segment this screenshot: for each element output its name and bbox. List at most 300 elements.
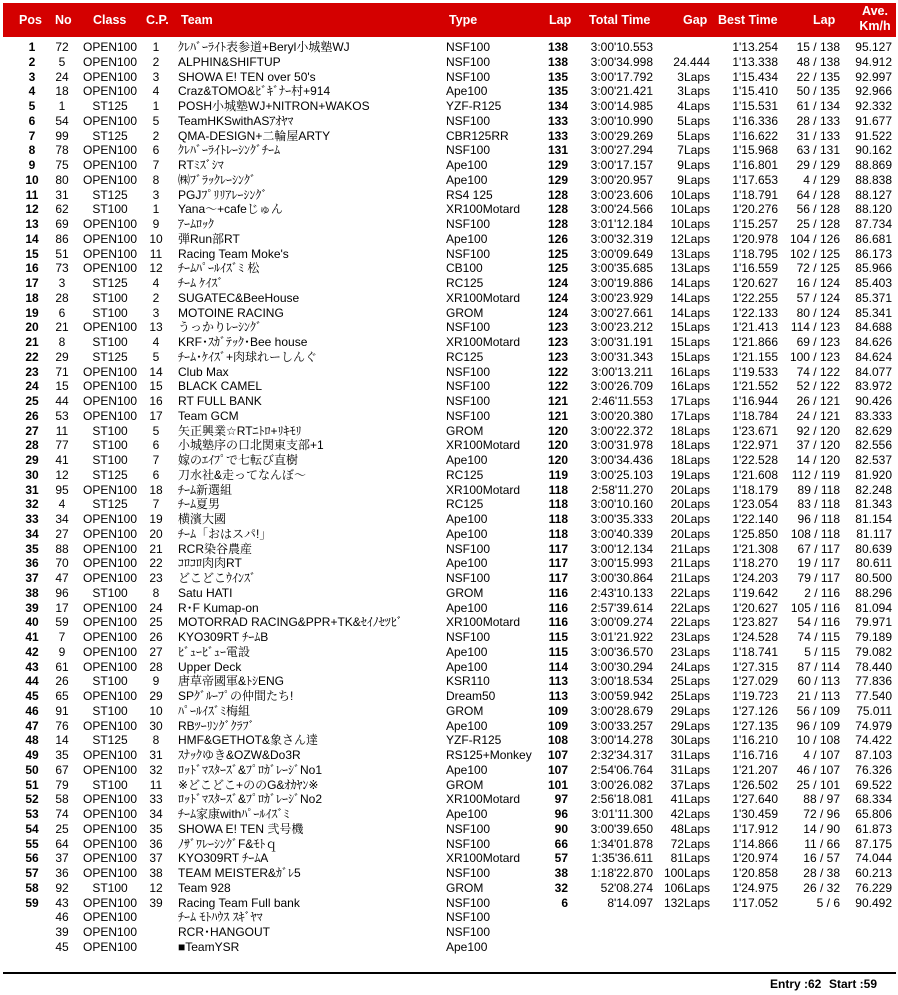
best-lap-cell: 52 / 122 [796,379,840,394]
best-lap-cell: 24 / 121 [796,408,840,423]
gap-cell: 23Laps [670,630,710,644]
cp-cell: 26 [149,630,163,644]
pos-cell: 35 [25,541,39,556]
pos-cell: 36 [25,556,39,571]
cp-cell: 17 [149,408,163,423]
total-time-cell: 3:00'27.661 [590,305,653,320]
gap-cell: 132Laps [663,895,710,910]
type-cell: GROM [446,423,484,438]
best-lap-cell: 16 / 124 [796,276,840,290]
lap-cell: 124 [547,276,568,290]
type-cell: XR100Motard [446,290,521,305]
lap-cell: 117 [548,541,568,556]
pos-cell: 25 [25,394,39,408]
class-cell: ST100 [92,703,128,718]
table-row [0,394,898,409]
best-time-cell: 1'16.716 [732,748,778,762]
team-cell: ﾁｰﾑ夏男 [178,497,221,512]
total-time-cell: 3:00'35.685 [590,261,653,276]
cp-cell: 34 [149,807,163,821]
best-lap-cell: 112 / 119 [791,467,840,482]
class-cell: OPEN100 [82,172,138,187]
team-cell: RT FULL BANK [178,394,262,408]
total-time-cell: 2:58'11.270 [591,482,653,497]
total-time-cell: 3:00'30.864 [590,571,653,585]
ave-speed-cell: 88.120 [855,202,892,217]
cp-cell: 3 [152,305,160,320]
lap-cell: 114 [548,659,568,674]
no-cell: 36 [55,866,69,880]
no-cell: 92 [55,880,69,895]
best-time-cell: 1'14.866 [732,836,778,851]
gap-cell: 22Laps [670,600,710,615]
best-time-cell: 1'18.791 [732,187,778,202]
cp-cell: 30 [149,718,163,733]
gap-cell: 10Laps [670,217,710,231]
no-cell: 79 [55,777,69,792]
no-cell: 77 [55,438,69,453]
gap-cell: 24.444 [673,54,710,69]
table-row [0,291,898,306]
type-cell: NSF100 [446,69,491,84]
table-row [0,910,898,925]
team-cell: どこどこｳｲﾝｽﾞ [178,571,257,585]
best-lap-cell: 56 / 128 [796,202,840,217]
lap-cell: 122 [547,364,568,379]
cp-cell: 1 [152,99,160,113]
best-time-cell: 1'22.528 [732,453,778,467]
pos-cell: 57 [25,866,39,880]
team-cell: Racing Team Full bank [178,895,300,910]
total-time-cell: 3:01'11.300 [591,807,653,821]
best-lap-cell: 69 / 123 [796,335,840,349]
total-time-cell: 3:00'10.160 [590,497,653,512]
total-time-cell: 3:00'10.553 [590,40,653,54]
ave-speed-cell: 84.688 [855,320,892,335]
pos-cell: 29 [25,453,39,467]
type-cell: NSF100 [446,246,491,261]
total-time-cell: 3:00'26.082 [590,777,653,792]
pos-cell: 16 [25,261,39,276]
cp-cell: 24 [149,600,163,615]
total-time-cell: 1:35'36.611 [591,851,653,866]
table-row [0,129,898,144]
table-row [0,792,898,807]
total-time-cell: 3:00'30.294 [590,659,653,674]
class-cell: OPEN100 [82,851,138,866]
lap-cell: 138 [547,54,568,69]
best-time-cell: 1'18.270 [732,556,778,571]
gap-cell: 5Laps [677,113,710,128]
cp-cell: 4 [152,335,160,349]
best-time-cell: 1'18.795 [732,246,778,261]
best-time-cell: 1'20.627 [732,600,778,615]
class-cell: OPEN100 [82,482,138,497]
best-time-cell: 1'22.971 [732,438,778,453]
ave-speed-cell: 85.341 [855,305,892,320]
lap-cell: 118 [548,526,568,541]
best-lap-cell: 28 / 133 [796,113,840,128]
gap-cell: 21Laps [670,556,710,571]
table-row [0,851,898,866]
class-cell: OPEN100 [82,246,138,261]
cp-cell: 13 [149,320,163,335]
best-time-cell: 1'16.801 [732,158,778,172]
best-time-cell: 1'15.434 [732,69,778,84]
total-time-cell: 3:00'20.957 [590,172,653,187]
team-cell: ｸﾚﾊﾞｰﾗｲﾄﾚｰｼﾝｸﾞﾁｰﾑ [178,143,281,158]
best-lap-cell: 16 / 57 [803,851,840,866]
cp-cell: 11 [149,777,163,792]
total-time-cell: 3:00'22.372 [590,423,653,438]
class-cell: ST100 [92,674,128,689]
gap-cell: 29Laps [670,703,710,718]
total-time-cell: 3:00'27.294 [590,143,653,158]
team-cell: ﾁｰﾑ ｹｲｽﾞ [178,276,224,290]
class-cell: OPEN100 [82,895,138,910]
lap-cell: 138 [547,40,568,54]
no-cell: 37 [55,851,69,866]
class-cell: ST125 [92,349,128,364]
table-row [0,409,898,424]
type-cell: Dream50 [446,689,496,703]
type-cell: NSF100 [446,143,491,158]
no-cell: 24 [55,69,69,84]
pos-cell: 44 [25,674,39,689]
total-time-cell: 1:34'01.878 [590,836,653,851]
type-cell: Ape100 [446,556,488,571]
gap-cell: 14Laps [670,276,710,290]
no-cell: 61 [55,659,69,674]
team-cell: TEAM MEISTER&ｶﾞﾚ5 [178,866,301,880]
gap-cell: 72Laps [670,836,710,851]
team-cell: うっかりﾚｰｼﾝｸﾞ [178,320,263,335]
lap-cell: 123 [547,335,568,349]
team-cell: ﾛｯﾄﾞﾏｽﾀｰｽﾞ&ﾌﾟﾛｶﾞﾚｰｼﾞNo2 [178,792,323,807]
team-cell: KRF･ｽｶﾞﾃｯｸ･Bee house [178,335,308,349]
cp-cell: 6 [152,143,160,158]
team-cell: ﾁｰﾑ新選組 [178,482,233,497]
col-header-team: Team [181,13,213,27]
pos-cell: 22 [25,349,39,364]
class-cell: ST125 [92,497,128,512]
cp-cell: 23 [149,571,163,585]
type-cell: NSF100 [446,54,491,69]
results-table [0,40,898,955]
team-cell: ﾊﾟｰﾙｲｽﾞﾐ梅組 [178,703,251,718]
type-cell: RC125 [446,276,484,290]
class-cell: OPEN100 [82,615,138,630]
best-lap-cell: 25 / 128 [796,217,840,231]
table-row [0,438,898,453]
team-cell: BLACK CAMEL [178,379,263,394]
no-cell: 9 [58,644,66,659]
no-cell: 45 [55,939,69,954]
ave-speed-cell: 94.912 [855,54,892,69]
best-time-cell: 1'27.640 [732,792,778,807]
total-time-cell: 3:00'23.929 [590,290,653,305]
no-cell: 96 [55,585,69,600]
no-cell: 15 [55,379,69,394]
no-cell: 41 [55,453,69,467]
class-cell: OPEN100 [82,644,138,659]
class-cell: OPEN100 [82,630,138,644]
total-time-cell: 2:46'11.553 [591,394,653,408]
col-header-class: Class [93,13,127,27]
gap-cell: 20Laps [670,482,710,497]
pos-cell: 4 [28,84,36,99]
best-lap-cell: 54 / 116 [797,615,840,630]
no-cell: 39 [55,925,69,939]
lap-cell: 38 [554,866,568,880]
pos-cell: 41 [25,630,39,644]
type-cell: RC125 [446,497,484,512]
type-cell: NSF100 [446,394,491,408]
no-cell: 64 [55,836,69,851]
table-row [0,837,898,852]
pos-cell: 56 [25,851,39,866]
table-row [0,733,898,748]
cp-cell: 14 [149,364,163,379]
type-cell: CB100 [446,261,483,276]
lap-cell: 113 [548,689,568,703]
type-cell: Ape100 [446,659,488,674]
best-lap-cell: 61 / 134 [796,99,840,113]
no-cell: 51 [55,246,69,261]
no-cell: 88 [55,541,69,556]
type-cell: Ape100 [446,644,488,659]
no-cell: 21 [55,320,69,335]
no-cell: 12 [55,467,69,482]
best-time-cell: 1'24.975 [732,880,778,895]
type-cell: XR100Motard [446,792,521,807]
total-time-cell: 3:00'26.709 [590,379,653,394]
lap-cell: 109 [547,718,568,733]
gap-cell: 10Laps [670,187,710,202]
class-cell: ST125 [92,99,128,113]
cp-cell: 2 [152,128,160,143]
class-cell: OPEN100 [82,836,138,851]
best-lap-cell: 50 / 135 [796,84,840,99]
pos-cell: 13 [25,217,39,231]
ave-speed-cell: 90.426 [855,394,892,408]
gap-cell: 25Laps [670,674,710,689]
class-cell: OPEN100 [82,54,138,69]
cp-cell: 22 [149,556,163,571]
gap-cell: 20Laps [670,526,710,541]
table-row [0,925,898,940]
best-time-cell: 1'22.133 [732,305,778,320]
class-cell: ST125 [92,467,128,482]
total-time-cell: 3:00'33.257 [590,718,653,733]
lap-cell: 129 [547,172,568,187]
table-row [0,615,898,630]
pos-cell: 10 [25,172,39,187]
type-cell: GROM [446,703,484,718]
col-header-pos: Pos [19,13,42,27]
lap-cell: 131 [547,143,568,158]
lap-cell: 117 [548,571,568,585]
total-time-cell: 1:18'22.870 [590,866,653,880]
cp-cell: 5 [152,349,160,364]
team-cell: 矢正興業☆RTﾆﾄﾛ+ﾘｷﾓﾘ [178,423,302,438]
type-cell: NSF100 [446,925,491,939]
cp-cell: 7 [152,453,160,467]
pos-cell: 7 [28,128,36,143]
ave-speed-cell: 77.540 [855,689,892,703]
class-cell: OPEN100 [82,866,138,880]
pos-cell: 21 [25,335,39,349]
best-time-cell: 1'17.653 [732,172,778,187]
cp-cell: 33 [149,792,163,807]
cp-cell: 21 [149,541,163,556]
ave-speed-cell: 83.972 [855,379,892,394]
team-cell: ｸﾚﾊﾞｰﾗｲﾄ表参道+Beryl小城塾WJ [178,40,350,54]
lap-cell: 128 [547,187,568,202]
table-row [0,497,898,512]
best-lap-cell: 96 / 109 [796,718,840,733]
lap-cell: 116 [548,600,568,615]
lap-cell: 66 [554,836,568,851]
team-cell: TeamHKSwithASｱｵﾔﾏ [178,113,294,128]
best-lap-cell: 14 / 90 [803,821,840,836]
lap-cell: 123 [547,320,568,335]
best-time-cell: 1'18.784 [732,408,778,423]
ave-speed-cell: 82.629 [855,423,892,438]
no-cell: 86 [55,231,69,246]
team-cell: HMF&GETHOT&象さん達 [178,733,318,748]
team-cell: ﾁｰﾑ家康withﾊﾟｰﾙｲｽﾞﾐ [178,807,290,821]
team-cell: SHOWA E! TEN over 50's [178,69,316,84]
team-cell: RTﾐｽﾞｼﾏ [178,158,224,172]
best-time-cell: 1'21.155 [732,349,778,364]
table-row [0,719,898,734]
ave-speed-cell: 90.492 [855,895,892,910]
col-header-ave-line2: Km/h [859,19,891,33]
total-time-cell: 3:00'10.990 [590,113,653,128]
gap-cell: 22Laps [670,615,710,630]
lap-cell: 123 [547,349,568,364]
team-cell: Club Max [178,364,229,379]
class-cell: ST125 [92,276,128,290]
total-time-cell: 3:00'35.333 [590,512,653,526]
lap-cell: 101 [547,777,568,792]
table-row [0,379,898,394]
type-cell: XR100Motard [446,438,521,453]
cp-cell: 9 [152,674,160,689]
best-lap-cell: 48 / 138 [796,54,840,69]
class-cell: ST100 [92,202,128,217]
class-cell: OPEN100 [82,394,138,408]
cp-cell: 3 [152,187,160,202]
best-lap-cell: 74 / 122 [796,364,840,379]
type-cell: RS4 125 [446,187,493,202]
gap-cell: 17Laps [670,394,710,408]
lap-cell: 118 [548,512,568,526]
best-time-cell: 1'23.054 [732,497,778,512]
total-time-cell: 3:00'34.998 [590,54,653,69]
ave-speed-cell: 88.296 [855,585,892,600]
cp-cell: 2 [152,290,160,305]
cp-cell: 8 [152,733,160,748]
best-lap-cell: 28 / 38 [803,866,840,880]
team-cell: 刀水社&走ってなんぼ～ [178,467,307,482]
cp-cell: 12 [149,261,163,276]
best-lap-cell: 89 / 118 [797,482,840,497]
best-lap-cell: 57 / 124 [796,290,840,305]
lap-cell: 124 [547,290,568,305]
ave-speed-cell: 90.162 [855,143,892,158]
type-cell: NSF100 [446,40,491,54]
type-cell: Ape100 [446,231,488,246]
class-cell: OPEN100 [82,217,138,231]
cp-cell: 4 [152,84,160,99]
team-cell: ｱｰﾑﾛｯｸ [178,217,215,231]
pos-cell: 33 [25,512,39,526]
results-header [3,3,896,37]
ave-speed-cell: 82.556 [855,438,892,453]
team-cell: RBﾂｰﾘﾝｸﾞｸﾗﾌﾞ [178,718,255,733]
table-row [0,306,898,321]
best-lap-cell: 46 / 107 [796,762,840,777]
best-lap-cell: 2 / 116 [804,585,840,600]
lap-cell: 134 [547,99,568,113]
start-count: Start :59 [829,977,878,991]
team-cell: ｺﾛｺﾛ肉肉RT [178,556,242,571]
table-row [0,586,898,601]
best-time-cell: 1'21.413 [732,320,778,335]
ave-speed-cell: 78.440 [855,659,892,674]
best-time-cell: 1'18.179 [732,482,778,497]
gap-cell: 19Laps [670,467,710,482]
ave-speed-cell: 85.403 [855,276,892,290]
no-cell: 29 [55,349,69,364]
type-cell: NSF100 [446,364,491,379]
no-cell: 74 [55,807,69,821]
team-cell: Upper Deck [178,659,242,674]
best-lap-cell: 72 / 96 [803,807,840,821]
class-cell: OPEN100 [82,925,138,939]
team-cell: SPｸﾞﾙｰﾌﾟの仲間たち! [178,689,294,703]
cp-cell: 18 [149,482,163,497]
no-cell: 17 [55,600,69,615]
type-cell: XR100Motard [446,851,521,866]
no-cell: 26 [55,674,69,689]
pos-cell: 49 [25,748,39,762]
best-time-cell: 1'30.459 [732,807,778,821]
no-cell: 5 [58,54,66,69]
pos-cell: 48 [25,733,39,748]
col-header-best-time: Best Time [718,13,778,27]
ave-speed-cell: 80.611 [856,556,892,571]
table-row [0,660,898,675]
total-time-cell: 3:00'13.211 [591,364,653,379]
class-cell: OPEN100 [82,526,138,541]
cp-cell: 35 [149,821,163,836]
lap-cell: 6 [561,895,568,910]
gap-cell: 48Laps [670,821,710,836]
no-cell: 35 [55,748,69,762]
pos-cell: 52 [25,792,39,807]
total-time-cell: 3:00'25.103 [590,467,653,482]
type-cell: GROM [446,880,484,895]
ave-speed-cell: 81.117 [856,526,892,541]
best-lap-cell: 114 / 123 [790,320,840,335]
gap-cell: 16Laps [670,379,710,394]
table-row [0,896,898,911]
pos-cell: 54 [25,821,39,836]
lap-cell: 133 [547,128,568,143]
